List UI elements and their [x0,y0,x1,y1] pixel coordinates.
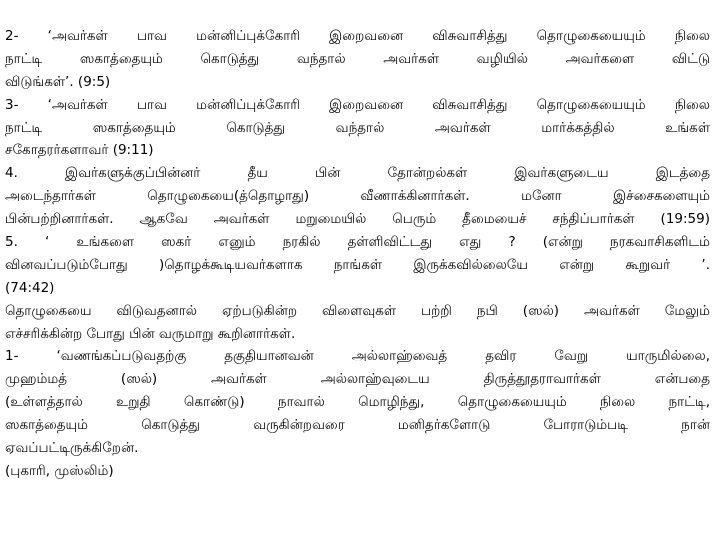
text-line: தொழுகையை விடுவதனால் ஏற்படுகின்ற விளைவுகள் பற்றி நபி (ஸல்) அவர்கள் மேலும் [5,302,710,319]
text-line: விடுங்கள்’. (9:5) [5,73,111,90]
text-line: சகோதரர்களாவர் (9:11) [5,142,154,159]
text-line: (புகாரி, முஸ்லிம்) [5,462,114,479]
text-line: ஸகாத்தையும் கொடுத்து வருகின்றவரை மனிதர்களோடு போராடும்படி நான் [5,417,710,434]
text-line: அடைந்தார்கள் தொழுகையை(த்தொழாது) வீணாக்கினார்கள். மனோ இச்சைகளையும் [5,188,710,205]
document-page [5,25,710,483]
text-line: (74:42) [5,279,55,296]
text-line: நாட்டி ஸகாத்தையும் கொடுத்து வந்தால் அவர்கள் வழியில் அவர்களை விட்டு [5,50,710,67]
text-line: (உள்ளத்தால் உறுதி கொண்டு) நாவால் மொழிந்து, தொழுகையையும் நிலை நாட்டி, [5,394,710,411]
text-line: எச்சரிக்கின்ற போது பின் வருமாறு கூறினார்கள். [5,325,296,342]
text-line: 5. ‘ உங்களை ஸகர் எனும் நரகில் தள்ளிவிட்டது எது ? (என்று நரகவாசிகளிடம் [5,234,710,251]
text-line: பின்பற்றினார்கள். ஆகவே அவர்கள் மறுமையில் பெரும் தீமையைச் சந்திப்பார்கள் (19:59) [5,211,710,228]
text-line: நாட்டி ஸகாத்தையும் கொடுத்து வந்தால் அவர்கள் மார்க்கத்தில் உங்கள் [5,119,710,136]
text-line: வினவப்படும்போது )தொழக்கூடியவர்களாக நாங்கள் இருக்கவில்லையே என்று கூறுவர் ’. [5,256,710,273]
text-line: ஏவப்பட்டிருக்கிறேன். [5,440,139,457]
text-line: 2- ‘அவர்கள் பாவ மன்னிப்புக்கோரி இறைவனை விசுவாசித்து தொழுகையையும் நிலை [5,28,710,44]
text-line: 3- ‘அவர்கள் பாவ மன்னிப்புக்கோரி இறைவனை விசுவாசித்து தொழுகையையும் நிலை [5,96,710,113]
text-line: 4. இவர்களுக்குப்பின்னர் தீய பின் தோன்றல்கள் இவர்களுடைய இடத்தை [5,165,710,182]
text-line: முஹம்மத் (ஸல்) அவர்கள் அல்லாஹ்வுடைய திருத்தூதராவார்கள் என்பதை [5,371,710,388]
text-line: 1- ‘வணங்கப்படுவதற்கு தகுதியானவன் அல்லாஹ்வைத் தவிர வேறு யாருமில்லை, [5,348,710,365]
